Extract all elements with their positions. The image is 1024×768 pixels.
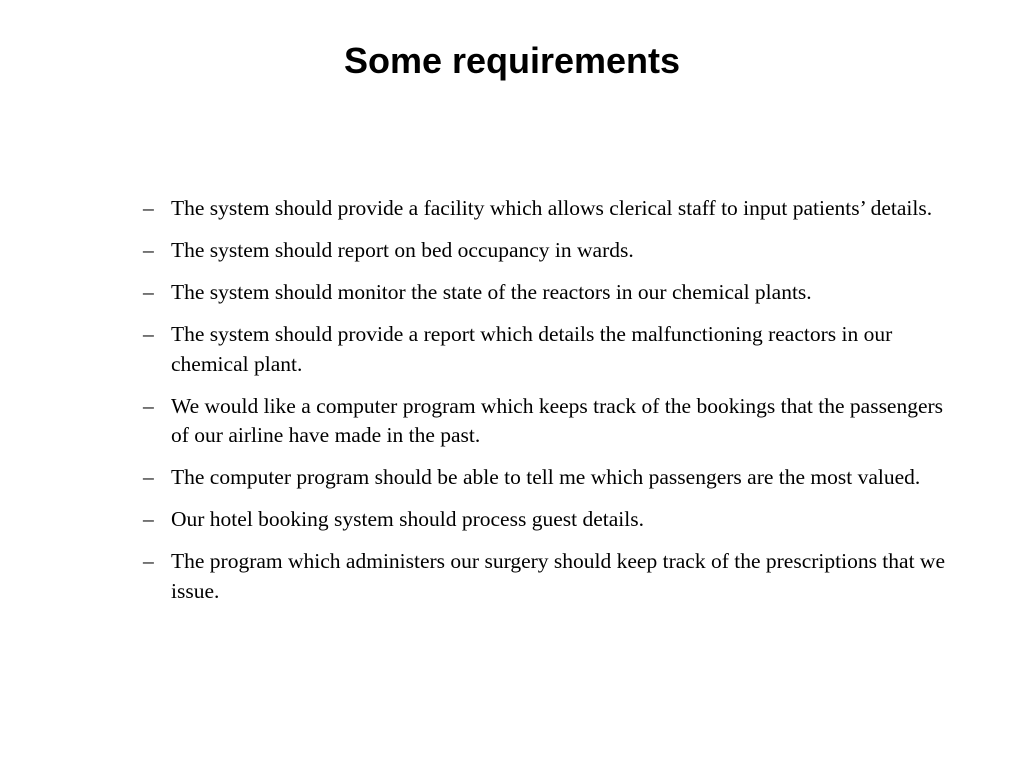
requirements-list bbox=[136, 194, 946, 619]
list-item bbox=[136, 236, 946, 266]
dash-bullet: – bbox=[143, 238, 154, 262]
dash-bullet: – bbox=[143, 549, 154, 573]
requirement-text: The system should monitor the state of the reactors in our chemical plants. bbox=[171, 280, 812, 304]
list-item bbox=[136, 320, 946, 379]
list-item bbox=[136, 463, 946, 493]
dash-bullet: – bbox=[143, 322, 154, 346]
dash-bullet: – bbox=[143, 507, 154, 531]
dash-bullet: – bbox=[143, 393, 154, 418]
dash-bullet: – bbox=[143, 196, 154, 220]
requirement-text: Our hotel booking system should process guest details. bbox=[171, 507, 644, 531]
dash-bullet: – bbox=[143, 465, 154, 489]
list-item bbox=[136, 278, 946, 308]
requirement-text: The system should provide a facility which allows clerical staff to input patients’ details. bbox=[171, 196, 933, 220]
list-item bbox=[136, 194, 946, 224]
requirement-text: The computer program should be able to tell me which passengers are the most valued. bbox=[171, 465, 921, 489]
slide-title: Some requirements bbox=[343, 40, 681, 81]
list-item bbox=[136, 505, 946, 535]
list-item bbox=[136, 547, 946, 606]
dash-bullet: – bbox=[143, 280, 154, 304]
requirement-text: We would like a computer program which keeps track of the bookings that the passengers of our airline have made in the past. bbox=[171, 393, 944, 447]
requirement-text: The system should report on bed occupancy in wards. bbox=[171, 238, 634, 262]
requirement-text: The program which administers our surgery should keep track of the prescriptions that we issue. bbox=[171, 549, 945, 603]
list-item bbox=[136, 392, 946, 451]
requirement-text: The system should provide a report which details the malfunctioning reactors in our chemical plant. bbox=[171, 322, 893, 376]
